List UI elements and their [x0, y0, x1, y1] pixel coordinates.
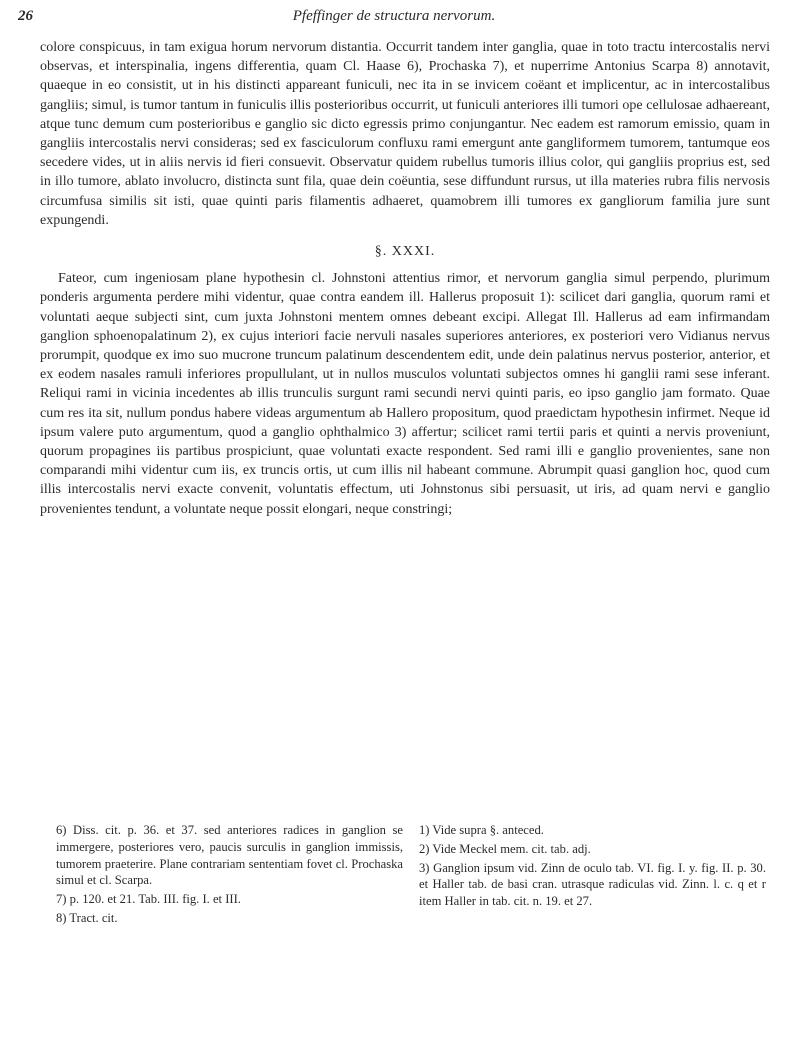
footnote-1: 1) Vide supra §. anteced. — [419, 823, 544, 837]
page-header — [18, 8, 770, 30]
footnotes-right-column — [419, 822, 766, 929]
main-text — [40, 38, 770, 519]
footnote-3: 3) Ganglion ipsum vid. Zinn de oculo tab. VI. fig. I. y. fig. II. p. 30. et Haller tab. de basi cran. utrasque radiculas vid. Zinn. l. c. q et r item Haller in tab. cit. n. 19. et 27. — [419, 860, 766, 909]
footnote-2: 2) Vide Meckel mem. cit. tab. adj. — [419, 841, 591, 856]
running-title: Pfeffinger de structura nervorum. — [292, 8, 496, 24]
footnote-6: 6) Diss. cit. p. 36. et 37. sed anteriores radices in ganglion se immergere, posteriores vero, paucis surculis in ganglion immissis, tumorem praeterire. Plane contrariam sententiam fovet cl. Prochaska simul et cl. Scarpa. — [56, 823, 403, 888]
paragraph-section-31: Fateor, cum ingeniosam plane hypothesin cl. Johnstoni attentius rimor, et nervorum ganglia simul perpendo, plurimum ponderis argumenta perdere mihi videntur, quae contra eandem ill. Hallerus proposuit 1): scilicet dari ganglia, quorum rami et voluntati aeque subjecti sint, cum juxta Johnstoni mentem omnes debeant excipi. Allegat Ill. Hallerus ad eam infirmandam ganglion sphoenopalatinum 2), ex cujus interiori facie nervuli nasales superiores anteriores, ex posteriori vero Vidianus nervus prorumpit, quodque ex imo suo mucrone truncum palatinum descendentem edit, unde dein palatinus nervus posterior, anterior, et ex eodem nasales ramuli inferiores propullulant, ut in nullos musculos voluntati subjectos omnes hi ganglii rami sese inferant. Reliqui rami in vicinia incedentes ab illis trunculis surgunt rami secundi nervi quinti paris, eo ipso ganglio jam formato. Quae cum res ita sit, nullum pondus habere videas argumentum ab Hallero propositum, quod praedictam hypothesin infirmet. Neque id ipsum valere puto argumentum, quod a ganglio ophthalmico 3) affertur; scilicet rami tertii paris et quinti a nervis proveniunt, quorum propagines iis partibus prospiciunt, quae voluntati exacte respondent. Sed rami illi e ganglio provenientes, sane non comparandi mihi videntur cum iis, ex truncis ortis, ut cum illis nil habeant commune. Abrumpit quasi ganglion hoc, quod cum illis intercostalis nervi exacte convenit, voluntatis effectum, uti Johnstonus sibi persuasit, ut iris, ad quam nervi e ganglio provenientes tendunt, a voluntate neque possit elongari, neque constringi; — [40, 271, 770, 517]
footnote-7: 7) p. 120. et 21. Tab. III. fig. I. et III. — [56, 892, 241, 907]
footnotes-left-column — [56, 822, 403, 929]
page-number: 26 — [18, 8, 33, 24]
footnote-8: 8) Tract. cit. — [56, 910, 118, 925]
footnotes — [56, 822, 766, 929]
section-heading: §. XXXI. — [374, 244, 436, 260]
paragraph-continuation: colore conspicuus, in tam exigua horum nervorum distantia. Occurrit tandem inter ganglia, quae in toto tractu intercostalis nervi observas, et interspinalia, ingens differentia, quam Cl. Haase 6), Prochaska 7), et nuperrime Antonius Scarpa 8) annotavit, quaeque in eo consistit, ut in his distincti appareant funiculi, nec ita in se invicem coëant et implicentur, ac in intercostalibus gangliis; simul, is tumor tantum in funiculis illis posterioribus occurrit, ut funiculi anteriores illi tumori ope cellulosae adhaereant, atque tunc demum cum posterioribus e ganglio sic dicto egressis primo conjungantur. Nec eadem est ramorum emissio, quam in gangliis intercostalis nervi consideras; sed ex fasciculorum confluxu rami emergunt ante gangliformem tumorem, tantumque eos secedere vides, ut in aliis nervis id fieri consuevit. Observatur quidem rubellus tumoris illius color, qui gangliis proprius est, sed in illo tumore, ablato involucro, distincta sunt fila, quae dein coëuntia, sese diffundunt rursus, ut illa materies rubra filis nervosis circumfusa similis sit isti, quae quinti paris filamentis adhaeret, quamobrem illi tumores ex gangliorum familia jure sunt expungendi. — [40, 40, 770, 228]
